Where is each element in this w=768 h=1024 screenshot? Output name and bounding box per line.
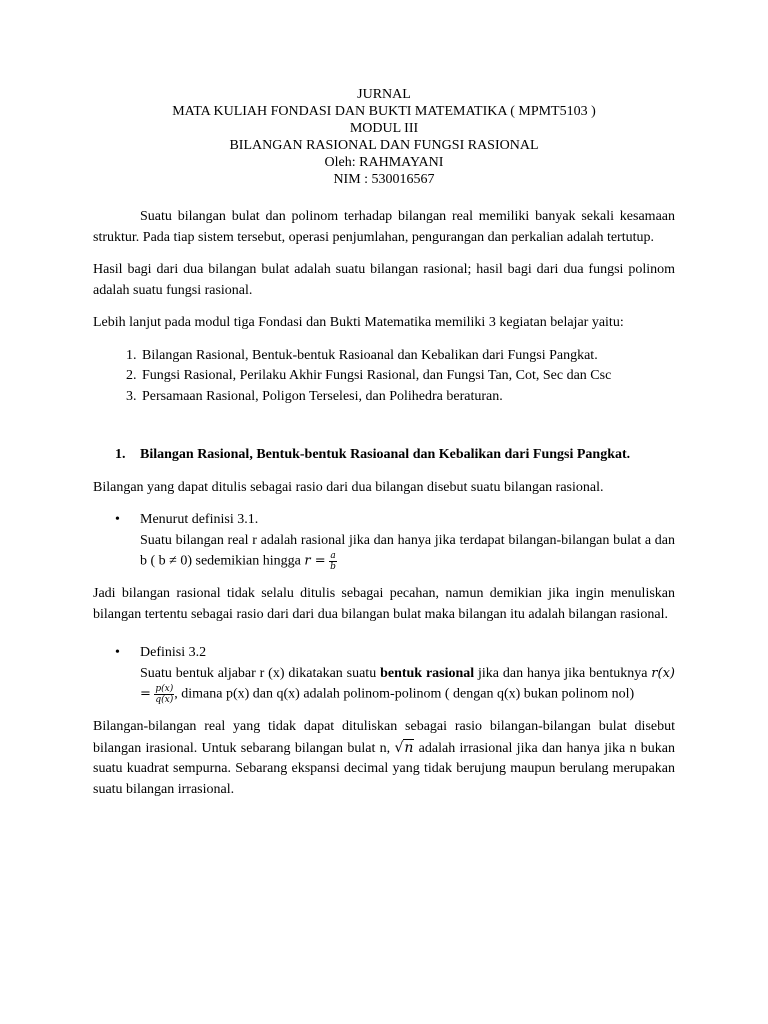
activity-item-3: 3. Persamaan Rasional, Poligon Terselesi, dan Polihedra beraturan.	[140, 387, 675, 408]
definition-3-2	[93, 643, 675, 705]
sqrt-argument: n	[404, 739, 414, 756]
bullet-icon: •	[115, 512, 120, 527]
header-journal: JURNAL	[357, 87, 411, 102]
fraction-a-over-b	[329, 551, 337, 572]
fraction-numerator: p(x)	[155, 684, 174, 695]
bullet-icon: •	[115, 645, 120, 661]
document-page	[93, 86, 675, 800]
fraction-px-over-qx	[154, 684, 174, 705]
sqrt-n	[394, 738, 414, 759]
header-author: Oleh: RAHMAYANI	[324, 155, 444, 170]
section-1-paragraph-2: Jadi bilangan rasional tidak selalu ditulis sebagai pecahan, namun demikian jika ingin menuliskan bilangan tertentu sebagai rasio dari dari dua bilangan bulat maka bilangan itu adalah bilangan rasional.	[93, 586, 675, 622]
definition-3-1	[93, 510, 675, 572]
definition-3-1-body: Suatu bilangan real r adalah rasional jika dan hanya jika terdapat bilangan-bilangan bulat a dan b ( b ≠ 0) sedemikian hingga	[140, 532, 675, 569]
header-nim: NIM : 530016567	[333, 172, 435, 187]
formula-rx-lhs: r(x) =	[140, 665, 675, 702]
section-1-paragraph-3	[93, 717, 675, 800]
definition-3-2-text	[140, 664, 675, 706]
definition-3-2-body-b: jika dan hanya jika bentuknya	[474, 665, 652, 681]
section-1-title	[93, 445, 675, 466]
intro-paragraph-3: Lebih lanjut pada modul tiga Fondasi dan Bukti Matematika memiliki 3 kegiatan belajar yaitu:	[93, 315, 624, 330]
section-1-title-text: Bilangan Rasional, Bentuk-bentuk Rasioanal dan Kebalikan dari Fungsi Pangkat.	[140, 447, 631, 462]
irrational-text-b: adalah irrasional jika dan hanya jika n bukan suatu kuadrat sempurna. Sebarang ekspansi decimal yang tidak berujung maupun berulang merupakan suatu bilangan irrasional.	[93, 740, 675, 797]
sqrt-radical: √	[394, 739, 404, 756]
definition-3-2-body-a: Suatu bentuk aljabar r (x) dikatakan suatu	[140, 665, 381, 681]
section-1-paragraph-1: Bilangan yang dapat ditulis sebagai rasio dari dua bilangan disebut suatu bilangan rasional.	[93, 479, 604, 495]
definition-3-2-bold-term: bentuk rasional	[380, 665, 475, 681]
fraction-numerator: a	[330, 551, 336, 561]
definition-3-1-heading: Menurut definisi 3.1.	[140, 512, 259, 527]
document-header	[93, 86, 675, 188]
activity-list	[93, 346, 675, 408]
header-module: MODUL III	[349, 121, 419, 136]
activity-item-1: 1. Bilangan Rasional, Bentuk-bentuk Rasioanal dan Kebalikan dari Fungsi Pangkat.	[140, 346, 675, 367]
activity-item-2: 2. Fungsi Rasional, Perilaku Akhir Fungsi Rasional, dan Fungsi Tan, Cot, Sec dan Csc	[140, 366, 675, 387]
definition-3-2-heading: Definisi 3.2	[140, 645, 207, 661]
intro-paragraph-1: Suatu bilangan bulat dan polinom terhadap bilangan real memiliki banyak sekali kesamaan struktur. Pada tiap sistem tersebut, operasi penjumlahan, pengurangan dan perkalian adalah tertutup.	[93, 209, 675, 245]
formula-r-lhs: r =	[304, 553, 326, 569]
fraction-denominator: b	[330, 562, 336, 572]
fraction-denominator: q(x)	[155, 695, 174, 706]
irrational-text-a: Bilangan-bilangan real yang tidak dapat dituliskan sebagai rasio bilangan-bilangan bulat disebut bilangan irasional. Untuk sebarang bilangan bulat n,	[93, 719, 675, 756]
header-course: MATA KULIAH FONDASI DAN BUKTI MATEMATIKA ( MPMT5103 )	[172, 104, 596, 119]
definition-3-1-text	[140, 531, 675, 573]
definition-3-2-body-c: , dimana p(x) dan q(x) adalah polinom-polinom ( dengan q(x) bukan polinom nol)	[174, 686, 635, 702]
intro-paragraph-2: Hasil bagi dari dua bilangan bulat adalah suatu bilangan rasional; hasil bagi dari dua fungsi polinom adalah suatu fungsi rasional.	[93, 262, 675, 298]
section-1-number: 1.	[115, 447, 126, 462]
header-topic: BILANGAN RASIONAL DAN FUNGSI RASIONAL	[229, 138, 539, 153]
